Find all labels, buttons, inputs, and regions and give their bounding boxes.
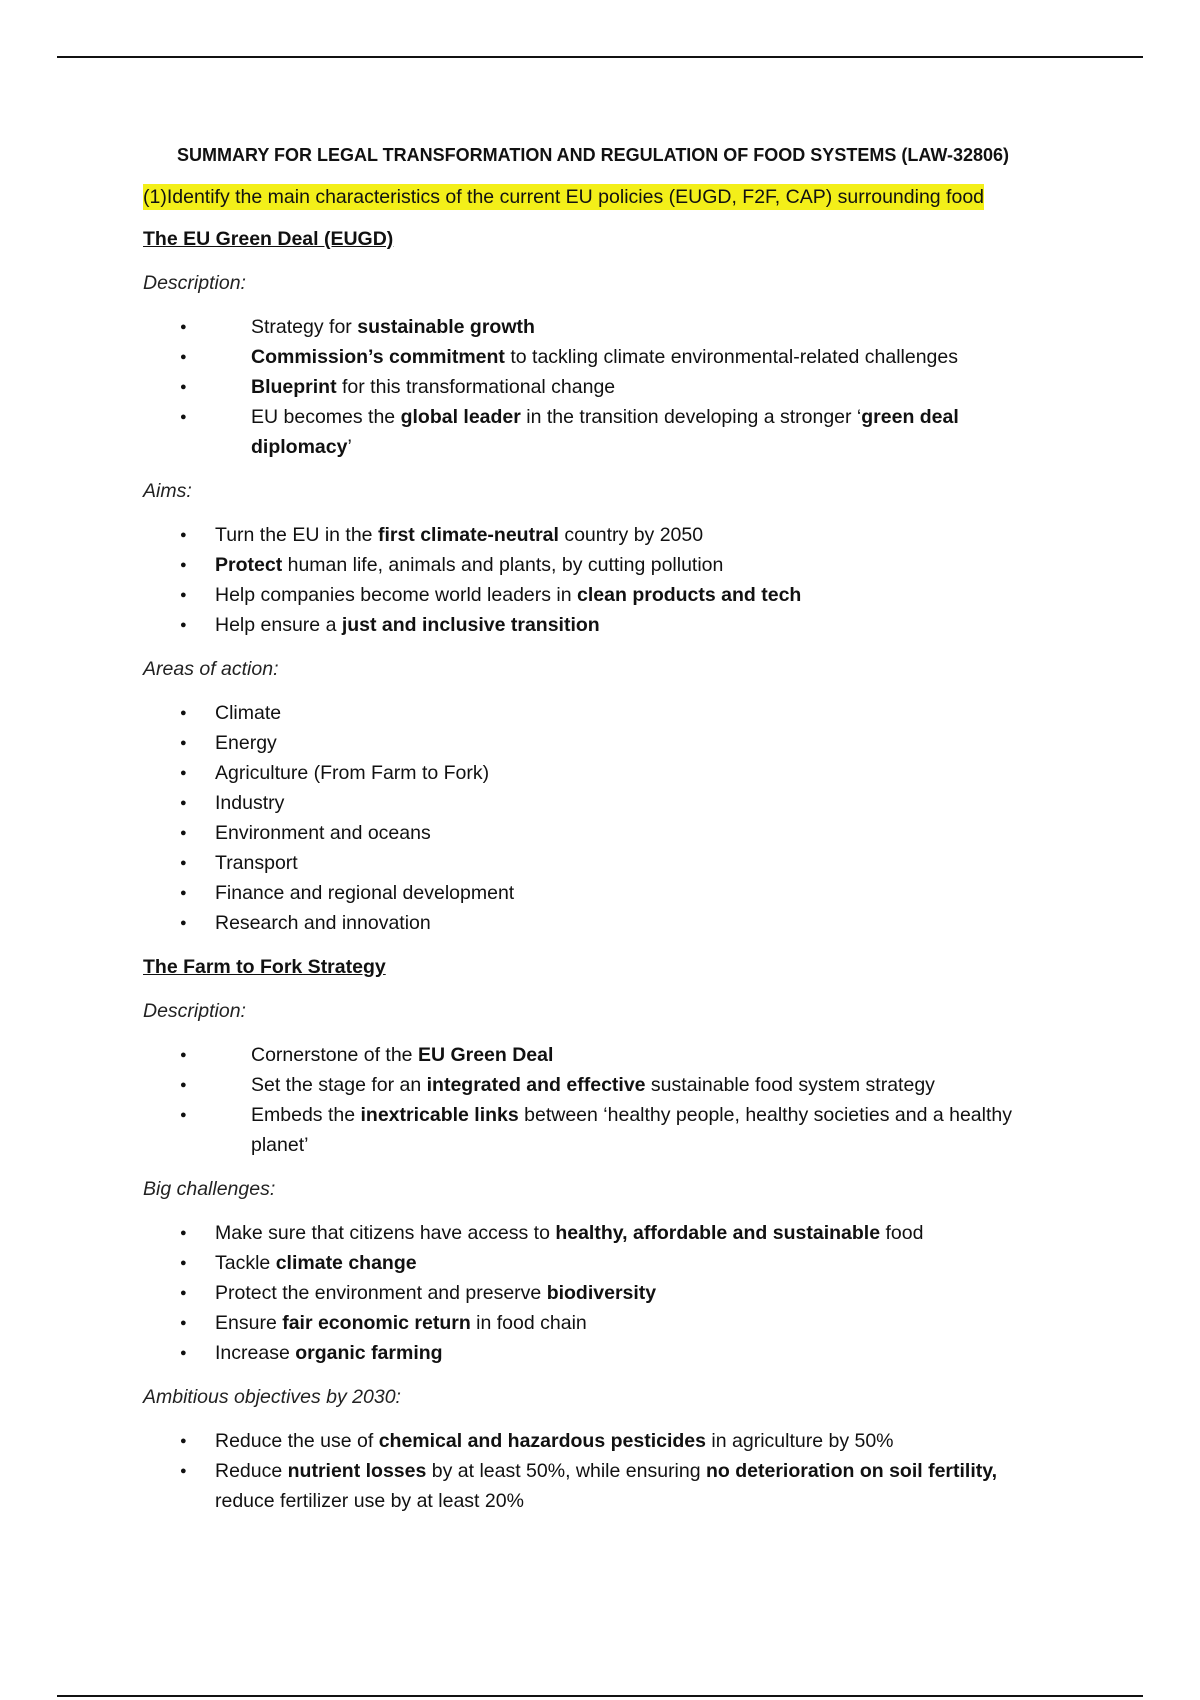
emphasis-text: sustainable growth <box>357 316 535 338</box>
emphasis-text: global leader <box>400 406 521 428</box>
item-text: Finance and regional development <box>215 882 515 904</box>
list-item <box>143 372 1043 402</box>
list-item <box>143 402 1043 462</box>
item-text: Set the stage for an <box>251 1074 427 1096</box>
list-item <box>143 848 1043 878</box>
f2f-description-label: Description: <box>143 1000 246 1022</box>
item-text: Make sure that citizens have access to <box>215 1222 556 1244</box>
list-item <box>143 1248 1043 1278</box>
item-text: Turn the EU in the <box>215 524 378 546</box>
list-item <box>143 1278 1043 1308</box>
emphasis-text: clean products and tech <box>577 584 802 606</box>
emphasis-text: integrated and effective <box>426 1074 646 1096</box>
emphasis-text: Blueprint <box>251 376 337 398</box>
item-text: in food chain <box>470 1312 587 1334</box>
item-text: reduce fertilizer use by at least 20% <box>215 1490 524 1512</box>
item-text: country by 2050 <box>558 524 704 546</box>
list-item <box>143 1308 1043 1338</box>
eugd-areas-list <box>143 698 1043 938</box>
item-text: Industry <box>215 792 285 814</box>
document-body <box>143 140 1043 1530</box>
highlighted-question: (1)Identify the main characteristics of the current EU policies (EUGD, F2F, CAP) surrounding food <box>143 186 985 208</box>
emphasis-text: organic farming <box>295 1342 443 1364</box>
item-text: by at least 50%, while ensuring <box>426 1460 706 1482</box>
item-text: Energy <box>215 732 277 754</box>
f2f-challenges-list <box>143 1218 1043 1368</box>
document-title: SUMMARY FOR LEGAL TRANSFORMATION AND REGULATION OF FOOD SYSTEMS (LAW-32806) <box>177 145 1009 165</box>
item-text: for this transformational change <box>336 376 616 398</box>
emphasis-text: Commission’s commitment <box>251 346 505 368</box>
list-item <box>143 1218 1043 1248</box>
list-item <box>143 818 1043 848</box>
emphasis-text: Protect <box>215 554 283 576</box>
question-heading <box>143 182 1043 212</box>
list-item <box>143 1456 1043 1516</box>
emphasis-text: healthy, affordable and sustainable <box>555 1222 881 1244</box>
item-text: Research and innovation <box>215 912 431 934</box>
list-item <box>143 788 1043 818</box>
item-text: between ‘healthy people, healthy societies and a healthy planet’ <box>251 1104 1012 1156</box>
emphasis-text: green deal diplomacy <box>251 406 959 458</box>
item-text: to tackling climate environmental-related challenges <box>504 346 958 368</box>
item-text: human life, animals and plants, by cutting pollution <box>282 554 724 576</box>
item-text: Ensure <box>215 1312 283 1334</box>
eugd-description-label: Description: <box>143 272 246 294</box>
item-text: Reduce the use of <box>215 1430 379 1452</box>
list-item <box>143 610 1043 640</box>
emphasis-text: chemical and hazardous pesticides <box>378 1430 706 1452</box>
item-text: Help companies become world leaders in <box>215 584 578 606</box>
item-text: Cornerstone of the <box>251 1044 418 1066</box>
emphasis-text: biodiversity <box>546 1282 657 1304</box>
item-text: Strategy for <box>251 316 358 338</box>
list-item <box>143 728 1043 758</box>
emphasis-text: climate change <box>275 1252 417 1274</box>
footer-rule <box>57 1695 1143 1697</box>
list-item <box>143 550 1043 580</box>
list-item <box>143 1426 1043 1456</box>
emphasis-text: no deterioration on soil fertility, <box>706 1460 998 1482</box>
list-item <box>143 1040 1043 1070</box>
header-rule <box>57 56 1143 58</box>
emphasis-text: just and inclusive transition <box>341 614 600 636</box>
item-text: Environment and oceans <box>215 822 431 844</box>
eugd-description-list <box>143 312 1043 462</box>
item-text: Climate <box>215 702 282 724</box>
item-text: food <box>880 1222 924 1244</box>
list-item <box>143 1338 1043 1368</box>
list-item <box>143 312 1043 342</box>
item-text: Embeds the <box>251 1104 361 1126</box>
emphasis-text: inextricable links <box>360 1104 519 1126</box>
emphasis-text: fair economic return <box>282 1312 471 1334</box>
item-text: EU becomes the <box>251 406 401 428</box>
item-text: Tackle <box>215 1252 276 1274</box>
emphasis-text: first climate-neutral <box>377 524 559 546</box>
item-text: Agriculture (From Farm to Fork) <box>215 762 490 784</box>
list-item <box>143 878 1043 908</box>
list-item <box>143 908 1043 938</box>
section-heading-eugd: The EU Green Deal (EUGD) <box>143 228 394 250</box>
item-text: Protect the environment and preserve <box>215 1282 547 1304</box>
list-item <box>143 580 1043 610</box>
item-text: sustainable food system strategy <box>645 1074 935 1096</box>
item-text: in the transition developing a stronger ‘ <box>520 406 862 428</box>
list-item <box>143 758 1043 788</box>
f2f-challenges-label: Big challenges: <box>143 1178 276 1200</box>
item-text: Help ensure a <box>215 614 342 636</box>
item-text: Transport <box>215 852 298 874</box>
emphasis-text: EU Green Deal <box>417 1044 554 1066</box>
list-item <box>143 1070 1043 1100</box>
f2f-objectives-list <box>143 1426 1043 1516</box>
f2f-description-list <box>143 1040 1043 1160</box>
list-item <box>143 342 1043 372</box>
list-item <box>143 520 1043 550</box>
list-item <box>143 1100 1043 1160</box>
item-text: Increase <box>215 1342 296 1364</box>
section-heading-f2f: The Farm to Fork Strategy <box>143 956 386 978</box>
emphasis-text: nutrient losses <box>287 1460 427 1482</box>
eugd-aims-label: Aims: <box>143 480 192 502</box>
list-item <box>143 698 1043 728</box>
item-text: ’ <box>347 436 352 458</box>
item-text: Reduce <box>215 1460 288 1482</box>
f2f-objectives-label: Ambitious objectives by 2030: <box>143 1386 401 1408</box>
item-text: in agriculture by 50% <box>706 1430 894 1452</box>
eugd-aims-list <box>143 520 1043 640</box>
eugd-areas-label: Areas of action: <box>143 658 279 680</box>
